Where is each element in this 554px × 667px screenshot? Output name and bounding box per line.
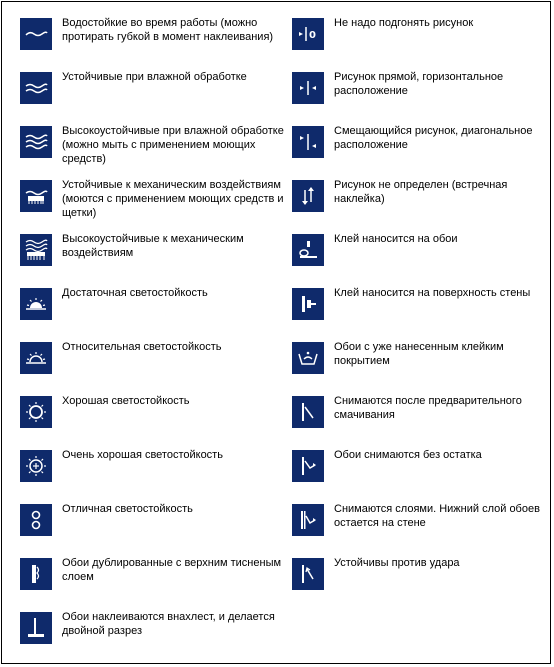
list-item: [20, 286, 290, 340]
item-label: Снимаются после предварительного смачивания: [334, 395, 522, 421]
wave-brush-icon: [20, 180, 52, 212]
item-label: Относительная светостойкость: [62, 341, 222, 353]
full-sun-icon: [20, 396, 52, 428]
paste-on-wall-icon: [292, 288, 324, 320]
item-label: Высокоустойчивые при влажной обработке (можно мыть с применением моющих средств): [62, 125, 284, 165]
item-label: Снимаются слоями. Нижний слой обоев остается на стене: [334, 503, 540, 529]
list-item: [292, 556, 547, 610]
right-column: [292, 16, 547, 610]
triple-wave-icon: [20, 126, 52, 158]
list-item: [292, 70, 547, 124]
straight-match-icon: [292, 72, 324, 104]
item-label: Достаточная светостойкость: [62, 287, 208, 299]
item-label: Отличная светостойкость: [62, 503, 193, 515]
list-item: [292, 232, 547, 286]
wet-removal-icon: [292, 396, 324, 428]
list-item: [20, 124, 290, 178]
item-label: Рисунок прямой, горизонтальное расположение: [334, 71, 504, 97]
impact-resistant-icon: [292, 558, 324, 590]
paste-on-paper-icon: [292, 234, 324, 266]
item-label: Устойчивые при влажной обработке: [62, 71, 247, 83]
item-label: Клей наносится на поверхность стены: [334, 287, 531, 299]
sun-plus-icon: [20, 450, 52, 482]
item-label: Обои снимаются без остатка: [334, 449, 482, 461]
list-item: [20, 610, 290, 664]
list-item: [20, 556, 290, 610]
list-item: [292, 502, 547, 556]
item-label: Устойчивые к механическим воздействиям (моются с применением моющих средств и щетки): [62, 179, 284, 219]
symbols-legend-panel: [1, 1, 551, 664]
list-item: [292, 16, 547, 70]
embossed-layer-icon: [20, 558, 52, 590]
list-item: [20, 16, 290, 70]
prepasted-icon: [292, 342, 324, 374]
item-label: Обои наклеиваются внахлест, и делается двойной разрез: [62, 611, 275, 637]
peelable-icon: [292, 504, 324, 536]
list-item: [20, 340, 290, 394]
item-label: Хорошая светостойкость: [62, 395, 190, 407]
double-wave-icon: [20, 72, 52, 104]
item-label: Клей наносится на обои: [334, 233, 458, 245]
list-item: [20, 502, 290, 556]
item-label: Рисунок не определен (встречная наклейка): [334, 179, 508, 205]
item-label: Очень хорошая светостойкость: [62, 449, 223, 461]
list-item: [20, 232, 290, 286]
overlap-cut-icon: [20, 612, 52, 644]
list-item: [292, 448, 547, 502]
two-rings-icon: [20, 504, 52, 536]
left-column: [20, 16, 290, 664]
item-label: Устойчивы против удара: [334, 557, 460, 569]
strippable-icon: [292, 450, 324, 482]
list-item: [292, 178, 547, 232]
svg-text:0: 0: [309, 30, 316, 41]
item-label: Обои дублированные с верхним тисненым слоем: [62, 557, 282, 583]
list-item: [20, 448, 290, 502]
item-label: Смещающийся рисунок, диагональное расположение: [334, 125, 533, 151]
arrow-zero-icon: [292, 18, 324, 50]
reverse-arrows-icon: [292, 180, 324, 212]
list-item: [292, 124, 547, 178]
list-item: [292, 286, 547, 340]
item-label: Не надо подгонять рисунок: [334, 17, 474, 29]
list-item: [20, 178, 290, 232]
list-item: [292, 340, 547, 394]
item-label: Водостойкие во время работы (можно протирать губкой в момент наклеивания): [62, 17, 274, 43]
triple-wave-brush-icon: [20, 234, 52, 266]
offset-match-icon: [292, 126, 324, 158]
half-sun-outline-icon: [20, 342, 52, 374]
list-item: [20, 394, 290, 448]
list-item: [292, 394, 547, 448]
half-sun-icon: [20, 288, 52, 320]
single-wave-icon: [20, 18, 52, 50]
item-label: Обои с уже нанесенным клейким покрытием: [334, 341, 504, 367]
item-label: Высокоустойчивые к механическим воздействиям: [62, 233, 244, 259]
list-item: [20, 70, 290, 124]
